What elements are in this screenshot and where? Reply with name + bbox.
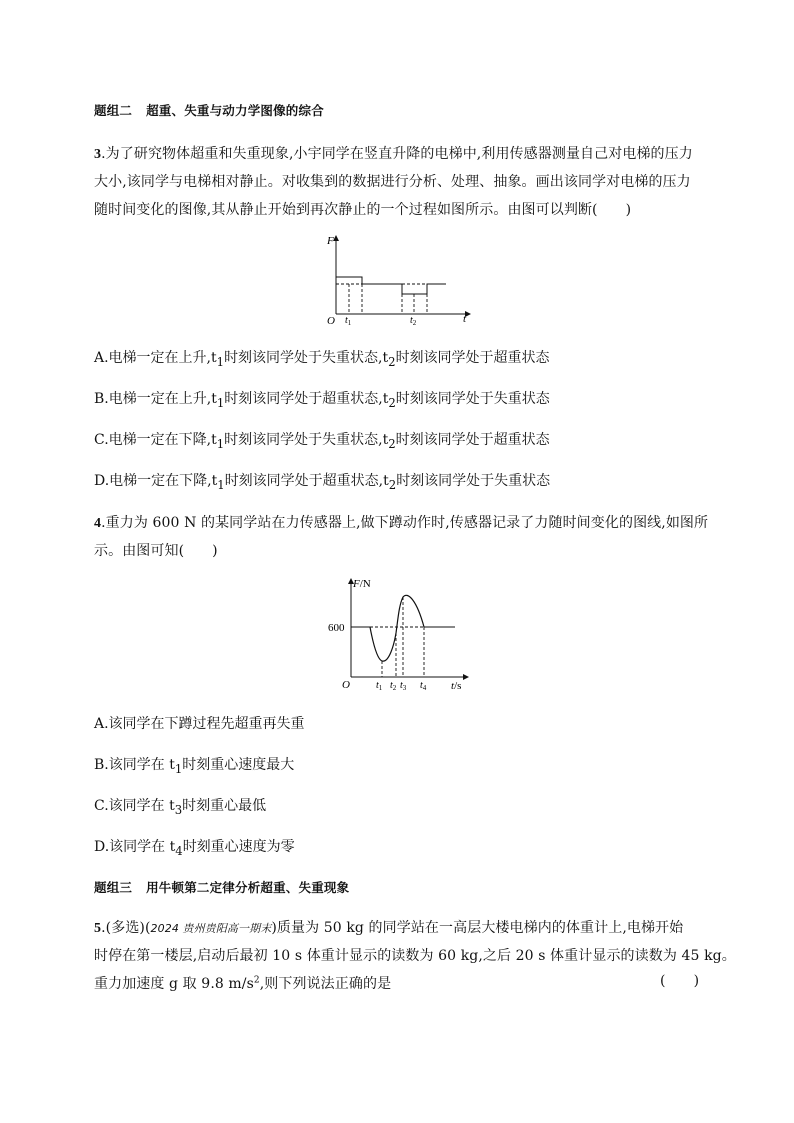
- q3-option-b[interactable]: B.电梯一定在上升$,t_1$时刻该同学处于超重状态$,t_2$时刻该同学处于失重状态: [94, 391, 550, 410]
- answer-paren: ( ): [660, 973, 700, 989]
- section-heading: 超重、失重与动力学图像的综合: [146, 103, 324, 118]
- answer-paren: ): [212, 543, 218, 559]
- q3-line-3: [94, 199, 631, 219]
- q4-force-time-graph: [325, 575, 475, 695]
- section-title-2: [94, 101, 324, 119]
- t2-label: $t_2$: [410, 315, 417, 327]
- origin-label: O: [327, 315, 335, 327]
- question-source: 2024 贵州贵阳高一期末: [150, 922, 272, 935]
- section-label: 题组三: [94, 880, 133, 895]
- y-600-label: 600: [328, 622, 345, 634]
- q4-line-2: [94, 540, 218, 560]
- q4-line-1: [94, 512, 708, 532]
- force-curve: [370, 595, 424, 661]
- t4-label: $t_4$: [420, 680, 427, 692]
- question-number: 5: [94, 921, 102, 936]
- t1-label: $t_1$: [376, 680, 383, 692]
- q3-text: .为了研究物体超重和失重现象,小宇同学在竖直升降的电梯中,利用传感器测量自己对电梯的压力: [101, 146, 693, 162]
- answer-paren: ): [625, 202, 632, 218]
- q3-line-1: [94, 143, 693, 163]
- question-number: 3: [94, 147, 102, 162]
- q5-text: )质量为 50 kg 的同学站在一高层大楼电梯内的体重计上,电梯开始: [271, 920, 684, 936]
- q4-text: .重力为 600 N 的某同学站在力传感器上,做下蹲动作时,传感器记录了力随时间变化的图线,如图所: [101, 515, 709, 531]
- section-heading: 用牛顿第二定律分析超重、失重现象: [146, 880, 350, 895]
- x-axis-label: t: [463, 313, 467, 325]
- q4-option-a[interactable]: A.该同学在下蹲过程先超重再失重: [94, 716, 305, 732]
- y-axis-label: F: [327, 235, 334, 247]
- q4-option-c[interactable]: C.该同学在 $t_3$时刻重心最低: [94, 798, 267, 817]
- t3-label: $t_3$: [400, 680, 407, 692]
- q3-text: 随时间变化的图像,其从静止开始到再次静止的一个过程如图所示。由图可以判断(: [94, 202, 598, 218]
- t2-label: $t_2$: [390, 680, 397, 692]
- origin-label: O: [342, 679, 350, 691]
- q3-option-c[interactable]: C.电梯一定在下降$,t_1$时刻该同学处于失重状态$,t_2$时刻该同学处于超重状态: [94, 432, 550, 451]
- x-axis-label: t/s: [451, 680, 462, 692]
- q5-text: ,则下列说法正确的是: [259, 976, 392, 992]
- force-curve: [336, 277, 446, 294]
- section-title-3: [94, 878, 349, 896]
- section-label: 题组二: [94, 103, 133, 118]
- q5-text: 重力加速度 g 取 9.8 m/s: [94, 976, 254, 992]
- y-axis-label: F/N: [353, 578, 371, 590]
- question-number: 4: [94, 516, 102, 531]
- q3-force-time-graph: [320, 232, 480, 327]
- q5-line-2: 时停在第一楼层,启动后最初 10 s 体重计显示的读数为 60 kg,之后 20 s 体重计显示的读数为 45 kg。: [94, 948, 736, 964]
- q5-line-3: 重力加速度 g 取 9.8 $m/s^2$,则下列说法正确的是: [94, 975, 392, 992]
- q3-option-a[interactable]: A.电梯一定在上升$,t_1$时刻该同学处于失重状态$,t_2$时刻该同学处于超重状态: [94, 350, 550, 369]
- q5-tag: .(多选)(: [101, 920, 151, 936]
- t1-label: $t_1$: [345, 315, 352, 327]
- q5-line-1: [94, 917, 683, 937]
- q4-option-d[interactable]: D.该同学在 $t_4$时刻重心速度为零: [94, 839, 295, 858]
- q4-text: 示。由图可知(: [94, 543, 185, 559]
- q3-option-d[interactable]: D.电梯一定在下降$,t_1$时刻该同学处于超重状态$,t_2$时刻该同学处于失重状态: [94, 473, 551, 492]
- q3-line-2: 大小,该同学与电梯相对静止。对收集到的数据进行分析、处理、抽象。画出该同学对电梯的压力: [94, 174, 691, 190]
- q4-option-b[interactable]: B.该同学在 $t_1$时刻重心速度最大: [94, 757, 295, 776]
